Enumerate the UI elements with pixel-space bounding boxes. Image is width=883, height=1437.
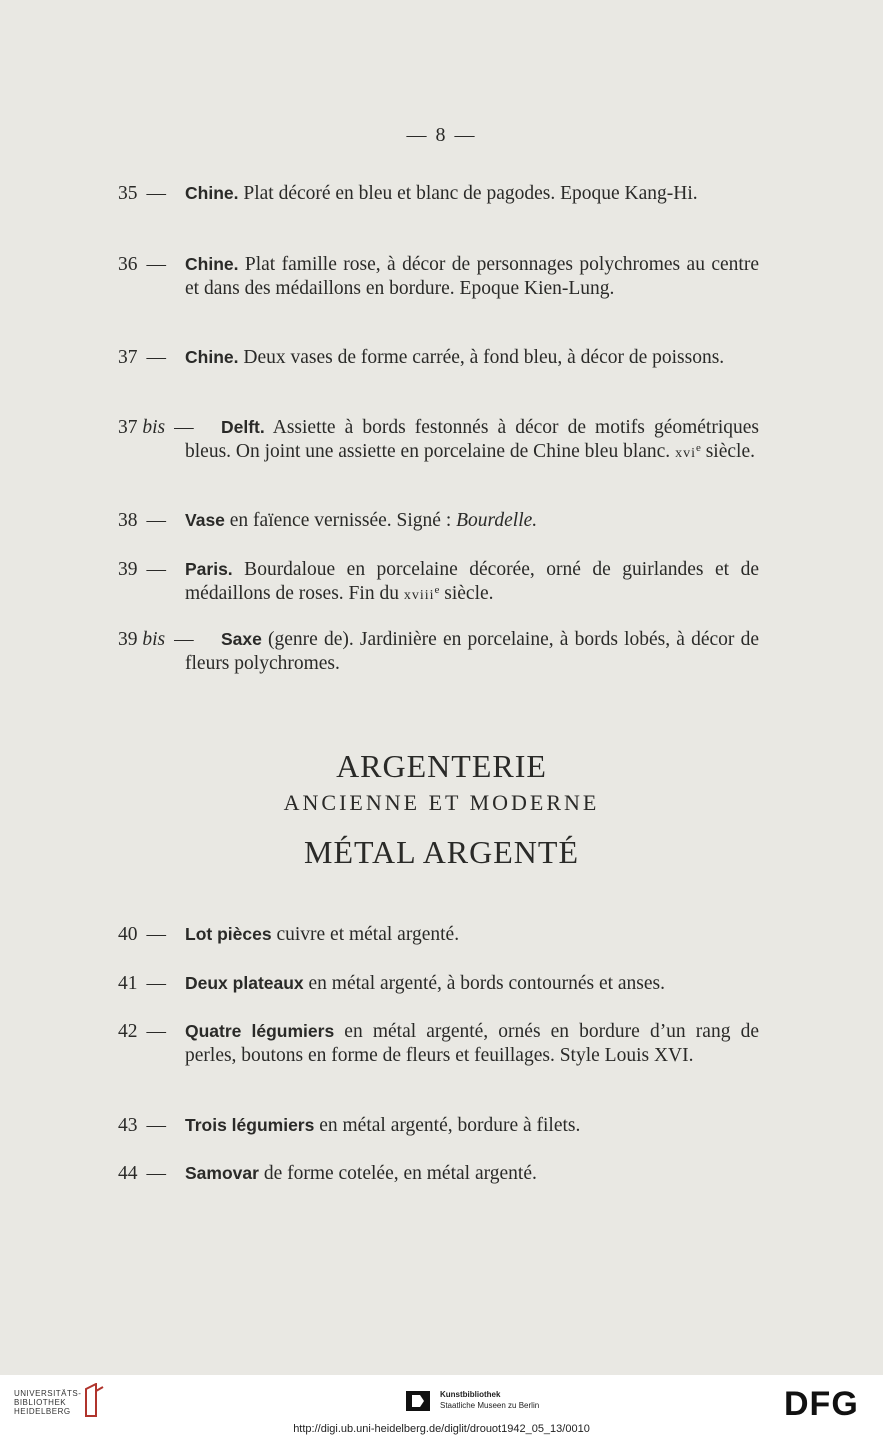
entry-description: Assiette à bords festonnés à décor de motifs géométriques bleus. On joint une assiette en porcelaine de Chine bleu blanc. xyxy=(185,417,759,462)
entry-title: Trois légumiers xyxy=(185,1115,315,1135)
entry-title: Saxe xyxy=(221,629,262,649)
entry-text xyxy=(185,1162,759,1186)
entry-description: Plat famille rose, à décor de personnages polychromes au centre et dans des médaillons en bordure. Epoque Kien-Lung. xyxy=(185,254,759,299)
section-title-secondary: MÉTAL ARGENTÉ xyxy=(304,834,579,870)
century-numeral: xvi xyxy=(675,445,696,461)
entry-number: 43 xyxy=(118,1115,138,1136)
entry-text xyxy=(185,253,759,300)
entry-title: Vase xyxy=(185,510,225,530)
entry-title: Chine. xyxy=(185,347,239,367)
entry-text xyxy=(185,416,759,465)
section-subtitle: ANCIENNE ET MODERNE xyxy=(283,790,600,815)
entry-title: Samovar xyxy=(185,1163,259,1183)
entry-description: en faïence vernissée. Signé : xyxy=(224,510,457,531)
page-number: — 8 — xyxy=(406,124,477,146)
entry-title: Chine. xyxy=(185,254,239,274)
entry-title: Delft. xyxy=(221,417,265,437)
entry-title: Paris. xyxy=(185,559,233,579)
entry-description: Plat décoré en bleu et blanc de pagodes. Epoque Kang-Hi. xyxy=(238,183,698,204)
entry-text xyxy=(185,1020,759,1067)
entry-bis: bis xyxy=(142,417,166,438)
document-page: — 8 — 35 — Chine. Plat décoré en bleu et blanc de pagodes. Epoque Kang-Hi. 36 — Chine. Plat famille rose, à décor de personnages polychromes au centre et dans des médaillons en bordure. Epoque Kien-Lung. 37 — Chine. Deux vases de forme carrée, à fond bleu, à décor de poissons. 37 bis — Delft. Assiette à bords festonnés à décor de motifs géométriques bleus. On joint une assiette en porcelaine de Chine bleu blanc. xvi$^e$ siècle. 38 — Vase en faïence vernissée. Signé : Bourdelle. 39 — Paris. Bourdaloue en porcelaine décorée, orné de guirlandes et de médaillons de roses. Fin du xviii$^e$ siècle. 39 bis — Saxe (genre de). Jardinière en porcelaine, à bords lobés, à décor de fleurs polychromes. ARGENTERIE ANCIENNE ET MODERNE MÉTAL ARGENTÉ 40 — Lot pièces cuivre et métal argenté. 41 — Deux plateaux en métal argenté, à bords contournés et anses. 42 — Quatre légumiers en métal argenté, ornés en bordure d’un rang de perles, boutons en forme de fleurs et feuillages. Style Louis XVI. 43 — Trois légumiers en métal argenté, bordure à filets. 44 — Samovar de forme cotelée, en métal argenté. xyxy=(0,0,883,1375)
entry-description: en métal argenté, bordure à filets. xyxy=(314,1115,581,1136)
century-numeral: xviii xyxy=(403,587,435,603)
heidelberg-mark-icon xyxy=(82,1383,104,1417)
entry-text xyxy=(185,509,759,533)
entry-description: cuivre et métal argenté. xyxy=(271,924,460,945)
entry-title: Lot pièces xyxy=(185,924,272,944)
entry-title: Chine. xyxy=(185,183,239,203)
entry-number: 38 xyxy=(118,510,138,531)
entry-description: en métal argenté, ornés en bordure d’un rang de perles, boutons en forme de fleurs et feuillages. Style Louis XVI. xyxy=(185,1021,759,1066)
entry-description-end: siècle. xyxy=(700,440,755,462)
entry-number: 40 xyxy=(118,924,138,945)
entry-text xyxy=(185,1114,759,1138)
entry-number: 42 xyxy=(118,1021,138,1042)
superscript: e xyxy=(695,441,701,454)
entry-text xyxy=(185,558,759,607)
entry-description: (genre de). Jardinière en porcelaine, à bords lobés, à décor de fleurs polychromes. xyxy=(185,629,759,674)
entry-number: 36 xyxy=(118,254,138,275)
entry-text xyxy=(185,923,759,947)
entry-number: 41 xyxy=(118,973,138,994)
entry-description: de forme cotelée, en métal argenté. xyxy=(258,1163,537,1184)
entry-number: 35 xyxy=(118,183,138,204)
superscript: e xyxy=(434,583,440,596)
dfg-logo[interactable]: DFG xyxy=(784,1385,859,1423)
entry-title: Quatre légumiers xyxy=(185,1021,335,1041)
entry-bis: bis xyxy=(142,629,166,650)
entry-text xyxy=(185,346,759,370)
entry-number: 37 xyxy=(118,347,138,368)
entry-text xyxy=(185,972,759,996)
entry-number: 39 xyxy=(118,629,138,650)
university-library-logo[interactable]: UNIVERSITÄTS- BIBLIOTHEK HEIDELBERG xyxy=(14,1389,82,1416)
entry-title: Deux plateaux xyxy=(185,973,304,993)
entry-text xyxy=(185,182,759,206)
entry-number: 39 xyxy=(118,559,138,580)
viewer-footer xyxy=(0,1375,883,1437)
kunstbibliothek-logo-icon[interactable] xyxy=(404,1389,434,1413)
entry-description-end: siècle. xyxy=(439,582,494,604)
signature-name: Bourdelle. xyxy=(456,510,538,531)
entry-description: Deux vases de forme carrée, à fond bleu, à décor de poissons. xyxy=(238,347,725,368)
entry-number: 44 xyxy=(118,1163,138,1184)
entry-number: 37 xyxy=(118,417,138,438)
permalink-url[interactable]: http://digi.ub.uni-heidelberg.de/diglit/drouot1942_05_13/0010 xyxy=(293,1423,590,1435)
entry-text xyxy=(185,628,759,675)
kunstbibliothek-text: Kunstbibliothek Staatliche Museen zu Berlin xyxy=(440,1390,540,1410)
section-title: ARGENTERIE xyxy=(336,748,547,784)
entry-description: en métal argenté, à bords contournés et anses. xyxy=(303,973,666,994)
entry-description: Bourdaloue en porcelaine décorée, orné de guirlandes et de médaillons de roses. Fin du xyxy=(185,559,759,604)
